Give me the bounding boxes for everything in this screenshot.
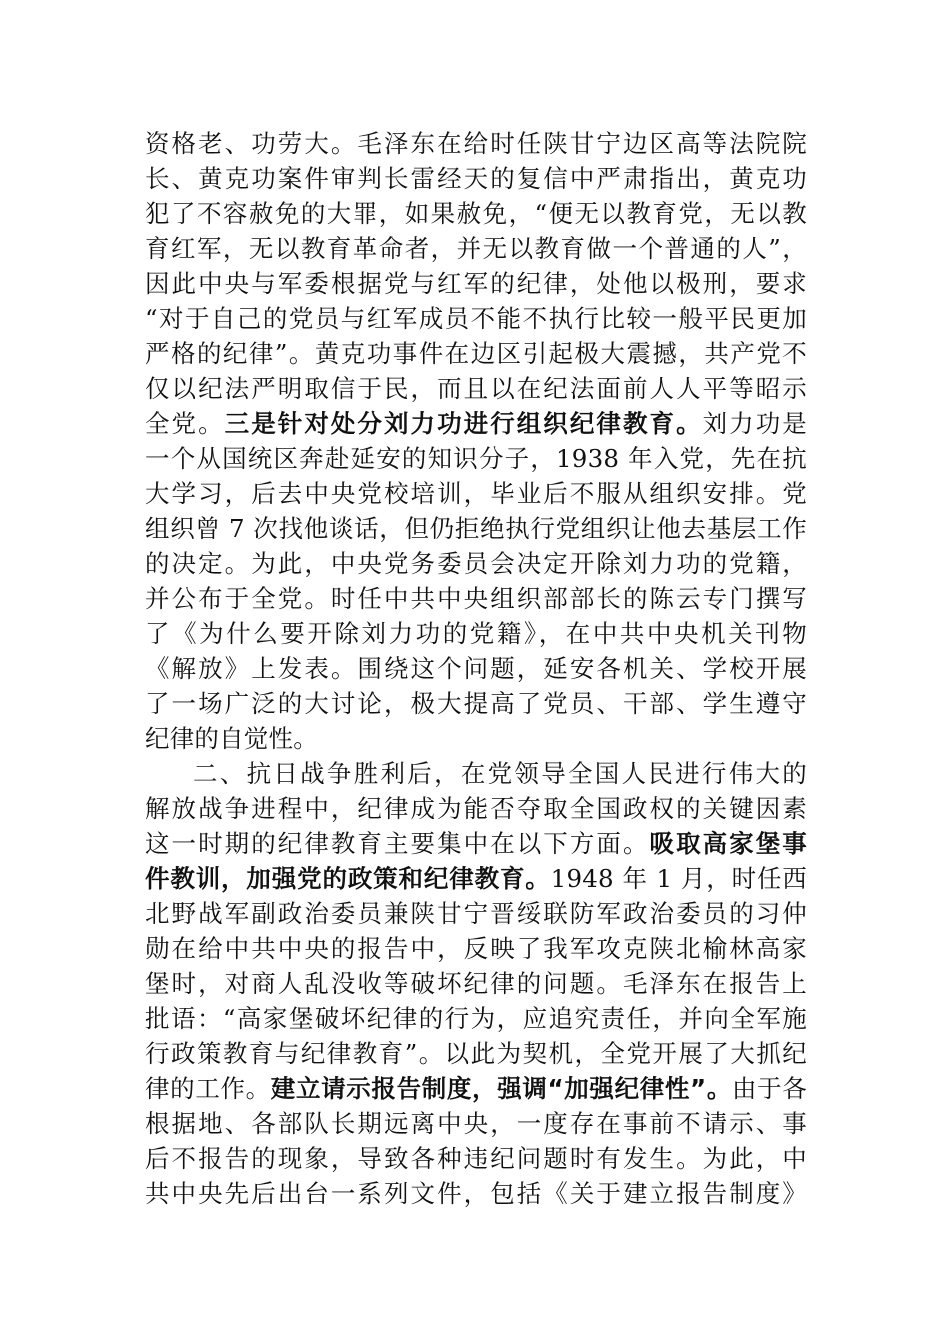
text-line: 行政策教育与纪律教育”。以此为契机，全党开展了大抓纪 [145,1039,807,1068]
text-line: 解放战争进程中，纪律成为能否夺取全国政权的关键因素 [145,794,807,823]
text-line: 纪律的自觉性。 [145,724,318,753]
text-line: 仅以纪法严明取信于民，而且以在纪法面前人人平等昭示 [145,374,807,403]
paragraph-start-line: 二、抗日战争胜利后，在党领导全国人民进行伟大的 [193,759,807,788]
text-line: 大学习，后去中央党校培训，毕业后不服从组织安排。党 [145,479,807,508]
text-line: 《解放》上发表。围绕这个问题，延安各机关、学校开展 [145,654,807,683]
text-line: 这一时期的纪律教育主要集中在以下方面。吸取高家堡事 [145,829,807,858]
bold-heading: 吸取高家堡事 [649,829,807,858]
text-line: 件教训，加强党的政策和纪律教育。1948 年 1 月，时任西 [145,864,808,893]
bold-heading: 件教训，加强党的政策和纪律教育。 [145,864,551,893]
bold-heading: 建立请示报告制度，强调“加强纪律性”。 [270,1074,732,1103]
text-line: 堡时，对商人乱没收等破坏纪律的问题。毛泽东在报告上 [145,969,807,998]
text-line: 批语：“高家堡破坏纪律的行为，应追究责任，并向全军施 [145,1004,807,1033]
text-line: 育红军，无以教育革命者，并无以教育做一个普通的人”， [145,234,807,263]
text-line: 勋在给中共中央的报告中，反映了我军攻克陕北榆林高家 [145,934,807,963]
text-line: 组织曾 7 次找他谈话，但仍拒绝执行党组织让他去基层工作 [145,514,807,543]
text-line: 一个从国统区奔赴延安的知识分子，1938 年入党，先在抗 [145,444,807,473]
text-line: 了《为什么要开除刘力功的党籍》，在中共中央机关刊物 [145,619,807,648]
document-page [145,126,807,1226]
text-line: 严格的纪律”。黄克功事件在边区引起极大震撼，共产党不 [145,339,807,368]
text-line: 后不报告的现象，导致各种违纪问题时有发生。为此，中 [145,1144,807,1173]
text-line: 犯了不容赦免的大罪，如果赦免，“便无以教育党，无以教 [145,199,807,228]
text-line: 资格老、功劳大。毛泽东在给时任陕甘宁边区高等法院院 [145,129,807,158]
text-line: 根据地、各部队长期远离中央，一度存在事前不请示、事 [145,1109,807,1138]
text-line: 全党。三是针对处分刘力功进行组织纪律教育。刘力功是 [145,409,807,438]
text-line: 长、黄克功案件审判长雷经天的复信中严肃指出，黄克功 [145,164,807,193]
text-line: 的决定。为此，中央党务委员会决定开除刘力功的党籍， [145,549,807,578]
bold-heading: 三是针对处分刘力功进行组织纪律教育。 [224,409,703,438]
text-line: 因此中央与军委根据党与红军的纪律，处他以极刑，要求 [145,269,807,298]
text-line: “对于自己的党员与红军成员不能不执行比较一般平民更加 [145,304,807,333]
text-line: 并公布于全党。时任中共中央组织部部长的陈云专门撰写 [145,584,807,613]
text-line: 北野战军副政治委员兼陕甘宁晋绥联防军政治委员的习仲 [145,899,807,928]
text-line: 律的工作。建立请示报告制度，强调“加强纪律性”。由于各 [145,1074,807,1103]
text-line: 了一场广泛的大讨论，极大提高了党员、干部、学生遵守 [145,689,807,718]
text-line: 共中央先后出台一系列文件，包括《关于建立报告制度》 [145,1179,807,1208]
